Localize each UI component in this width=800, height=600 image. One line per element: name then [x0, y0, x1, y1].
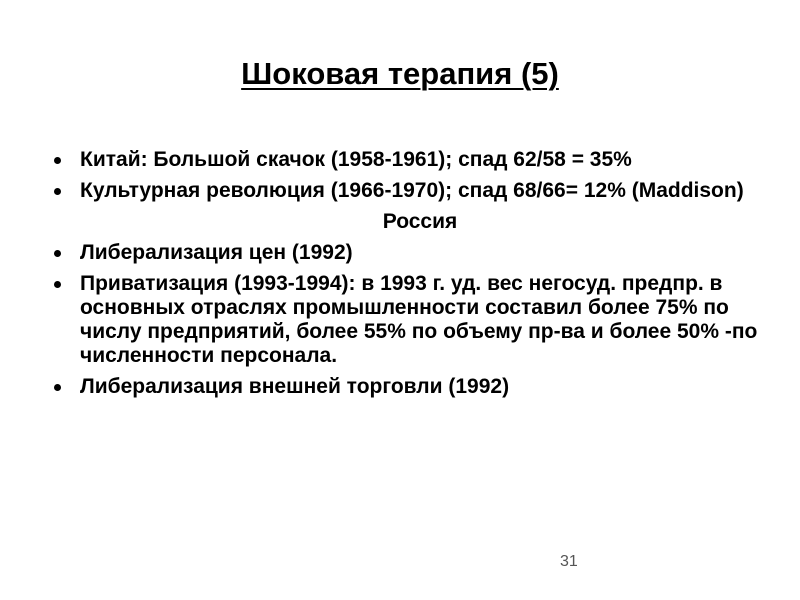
bullet-item-privatization [50, 272, 760, 368]
page-number: 31 [560, 553, 578, 570]
slide-title-text: Шоковая терапия (5) [241, 56, 559, 91]
slide-title [0, 56, 800, 92]
section-heading-text: Россия [382, 210, 458, 233]
bullet-text: Китай: Большой скачок (1958-1961); спад 62/58 = 35% [80, 148, 632, 171]
bullet-dot-icon [54, 188, 61, 195]
bullet-item-cultural-revolution [50, 179, 760, 203]
bullet-dot-icon [54, 281, 61, 288]
bullet-text: Либерализация внешней торговли (1992) [80, 375, 510, 398]
bullet-item-china [50, 148, 760, 172]
bullet-text: Приватизация (1993-1994): в 1993 г. уд. вес негосуд. предпр. в основных отраслях промышленности составил более 75% по числу предприятий, более 55% по объему пр-ва и более 50% -по численности персонала. [80, 272, 758, 367]
bullet-dot-icon [54, 384, 61, 391]
bullet-text: Культурная революция (1966-1970); спад 68/66= 12% (Maddison) [80, 179, 744, 202]
bullet-text: Либерализация цен (1992) [80, 241, 353, 264]
section-heading-russia [50, 210, 760, 234]
bullet-item-price-liberalization [50, 241, 760, 265]
bullet-item-trade-liberalization [50, 375, 760, 399]
bullet-dot-icon [54, 250, 61, 257]
slide-content [50, 148, 760, 406]
bullet-dot-icon [54, 157, 61, 164]
